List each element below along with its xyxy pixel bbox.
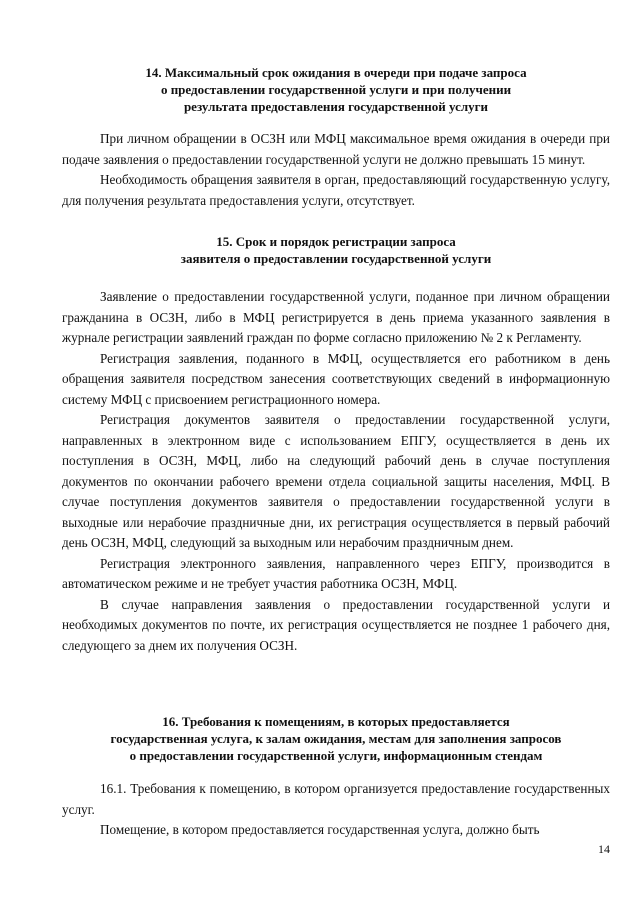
heading-line: государственная услуга, к залам ожидания, местам для заполнения запросов [110,731,562,746]
paragraph: Необходимость обращения заявителя в орган, предоставляющий государственную услугу, для получения результата предоставления услуги, отсутствует. [62,172,610,208]
section-15-body [62,287,610,656]
paragraph: 16.1. Требования к помещению, в котором организуется предоставление государственных услуг. [62,781,610,817]
heading-line: 14. Максимальный срок ожидания в очереди при подаче запроса [145,65,527,80]
section-16-heading [62,713,610,764]
heading-line: о предоставлении государственной услуги и при получении [160,82,512,97]
heading-line: 15. Срок и порядок регистрации запроса [216,234,456,249]
heading-line: 16. Требования к помещениям, в которых предоставляется [162,714,510,729]
paragraph: Помещение, в котором предоставляется государственная услуга, должно быть [100,822,540,837]
section-15-heading [62,233,610,267]
paragraph: Регистрация электронного заявления, направленного через ЕПГУ, производится в автоматическом режиме и не требует участия работника ОСЗН, МФЦ. [62,555,610,591]
paragraph: В случае направления заявления о предоставлении государственной услуги и необходимых документов по почте, их регистрация осуществляется не позднее 1 рабочего дня, следующего за днем их получения ОСЗН. [62,596,610,653]
heading-line: результата предоставления государственной услуги [183,99,489,114]
section-14-body [62,129,610,211]
heading-line: о предоставлении государственной услуги, информационным стендам [129,748,543,763]
section-14-heading [62,64,610,115]
paragraph: Заявление о предоставлении государственной услуги, поданное при личном обращении гражданина в ОСЗН, либо в МФЦ регистрируется в день приема указанного заявления в журнале регистрации заявлений граждан по форме согласно приложению № 2 к Регламенту. [62,289,610,345]
heading-line: заявителя о предоставлении государственной услуги [180,251,492,266]
paragraph: При личном обращении в ОСЗН или МФЦ максимальное время ожидания в очереди при подаче заявления о предоставлении государственной услуги не должно превышать 15 минут. [62,131,610,167]
paragraph: Регистрация документов заявителя о предоставлении государственной услуги, направленных в электронном виде с использованием ЕПГУ, осуществляется в день их поступления в ОСЗН, МФЦ, либо на следующий рабочий день в случае поступления документов по окончании рабочего времени отдела социальной защиты населения, МФЦ. В случае поступления документов заявителя о предоставлении государственной услуги в выходные или нерабочие праздничные дни, их регистрация осуществляется в первый рабочий день ОСЗН, МФЦ, следующий за выходным или нерабочим праздничным днем. [62,412,610,550]
page-number: 14 [598,842,610,856]
section-16-body [62,779,610,841]
paragraph: Регистрация заявления, поданного в МФЦ, осуществляется его работником в день обращения заявителя посредством занесения соответствующих сведений в информационную систему МФЦ с присвоением регистрационного номера. [62,350,610,407]
